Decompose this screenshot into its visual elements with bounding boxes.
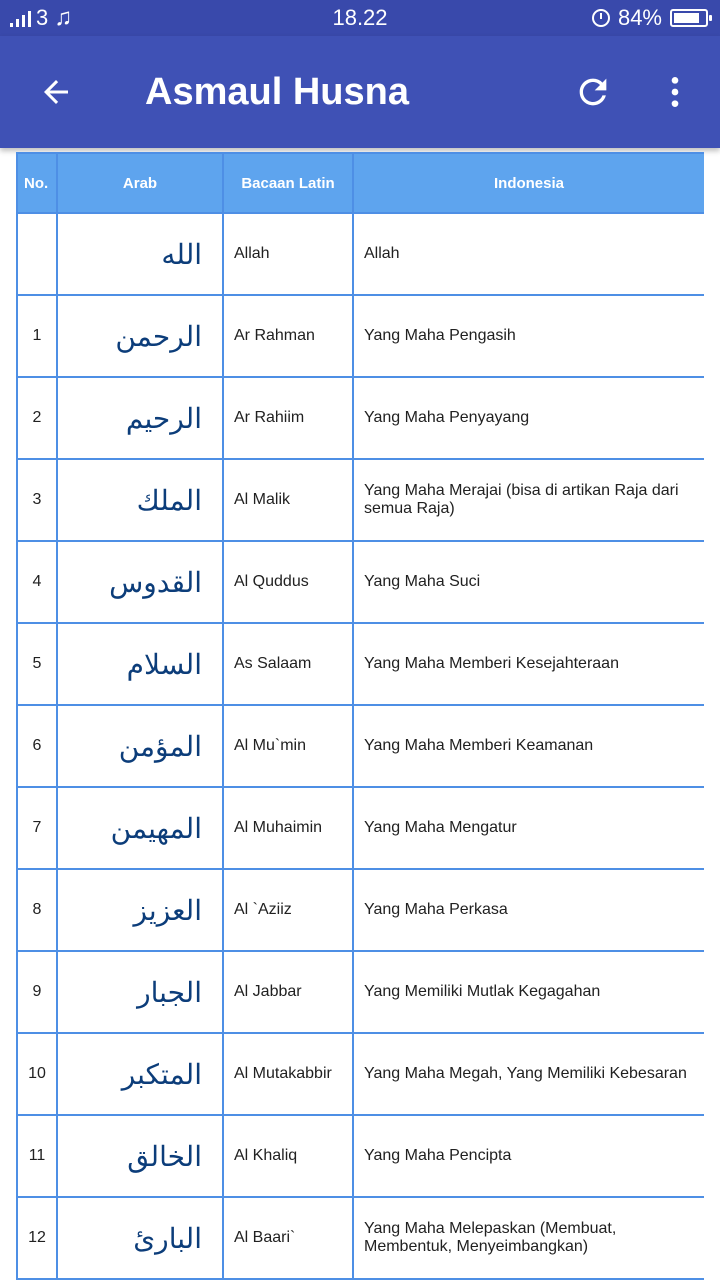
status-right: [592, 0, 708, 36]
indonesian-meaning: Yang Maha Penyayang: [353, 377, 704, 459]
indonesian-meaning: Yang Memiliki Mutlak Kegagahan: [353, 951, 704, 1033]
indonesian-meaning: Yang Maha Memberi Keamanan: [353, 705, 704, 787]
row-number: 7: [17, 787, 57, 869]
table-header-row: [17, 153, 704, 213]
row-number: 9: [17, 951, 57, 1033]
arabic-name: الرحمن: [57, 295, 223, 377]
indonesian-meaning: Yang Maha Memberi Kesejahteraan: [353, 623, 704, 705]
table-row[interactable]: [17, 459, 704, 541]
latin-reading: Ar Rahman: [223, 295, 353, 377]
indonesian-meaning: Allah: [353, 213, 704, 295]
app-bar: [0, 36, 720, 148]
indonesian-meaning: Yang Maha Mengatur: [353, 787, 704, 869]
column-header-arab: Arab: [57, 153, 223, 213]
latin-reading: Al Quddus: [223, 541, 353, 623]
column-header-indonesia: Indonesia: [353, 153, 704, 213]
table-row[interactable]: [17, 951, 704, 1033]
row-number: 11: [17, 1115, 57, 1197]
latin-reading: Ar Rahiim: [223, 377, 353, 459]
indonesian-meaning: Yang Maha Perkasa: [353, 869, 704, 951]
row-number: 3: [17, 459, 57, 541]
table-row[interactable]: [17, 213, 704, 295]
table-row[interactable]: [17, 787, 704, 869]
battery-icon: [670, 9, 708, 27]
table-row[interactable]: [17, 1033, 704, 1115]
indonesian-meaning: Yang Maha Megah, Yang Memiliki Kebesaran: [353, 1033, 704, 1115]
table-row[interactable]: [17, 541, 704, 623]
refresh-icon: [573, 72, 613, 112]
latin-reading: Al Muhaimin: [223, 787, 353, 869]
row-number: 2: [17, 377, 57, 459]
table-body: [17, 213, 704, 1279]
music-note-icon: ♫: [54, 4, 73, 31]
alarm-icon: [592, 9, 610, 27]
latin-reading: Al `Aziiz: [223, 869, 353, 951]
battery-level: [674, 13, 699, 23]
latin-reading: As Salaam: [223, 623, 353, 705]
latin-reading: Allah: [223, 213, 353, 295]
asmaul-husna-table: [16, 152, 704, 1280]
table-row[interactable]: [17, 377, 704, 459]
row-number: 1: [17, 295, 57, 377]
arabic-name: الجبار: [57, 951, 223, 1033]
latin-reading: Al Baari`: [223, 1197, 353, 1279]
latin-reading: Al Mu`min: [223, 705, 353, 787]
column-header-latin: Bacaan Latin: [223, 153, 353, 213]
battery-percent: 84%: [617, 5, 662, 30]
table-row[interactable]: [17, 869, 704, 951]
refresh-button[interactable]: [566, 62, 620, 122]
arabic-name: القدوس: [57, 541, 223, 623]
arabic-name: العزيز: [57, 869, 223, 951]
arabic-name: البارئ: [57, 1197, 223, 1279]
indonesian-meaning: Yang Maha Pencipta: [353, 1115, 704, 1197]
arrow-back-icon: [38, 74, 74, 110]
arabic-name: الخالق: [57, 1115, 223, 1197]
status-bar: [0, 0, 720, 36]
latin-reading: Al Mutakabbir: [223, 1033, 353, 1115]
row-number: [17, 213, 57, 295]
column-header-no: No.: [17, 153, 57, 213]
arabic-name: الله: [57, 213, 223, 295]
arabic-name: المؤمن: [57, 705, 223, 787]
arabic-name: السلام: [57, 623, 223, 705]
row-number: 8: [17, 869, 57, 951]
indonesian-meaning: Yang Maha Pengasih: [353, 295, 704, 377]
row-number: 5: [17, 623, 57, 705]
latin-reading: Al Malik: [223, 459, 353, 541]
arabic-name: الملك: [57, 459, 223, 541]
indonesian-meaning: Yang Maha Melepaskan (Membuat, Membentuk, Menyeimbangkan): [353, 1197, 704, 1279]
row-number: 12: [17, 1197, 57, 1279]
network-type: 3: [36, 5, 49, 30]
overflow-menu-button[interactable]: [650, 62, 700, 122]
arabic-name: المهيمن: [57, 787, 223, 869]
back-button[interactable]: [28, 62, 84, 122]
row-number: 4: [17, 541, 57, 623]
row-number: 10: [17, 1033, 57, 1115]
more-vert-icon: [655, 72, 695, 112]
asmaul-husna-table-container[interactable]: [16, 152, 704, 1280]
arabic-name: الرحيم: [57, 377, 223, 459]
table-row[interactable]: [17, 705, 704, 787]
status-time: 18.22: [332, 5, 388, 30]
indonesian-meaning: Yang Maha Merajai (bisa di artikan Raja dari semua Raja): [353, 459, 704, 541]
row-number: 6: [17, 705, 57, 787]
page-title: Asmaul Husna: [145, 71, 409, 113]
table-row[interactable]: [17, 295, 704, 377]
table-row[interactable]: [17, 1197, 704, 1279]
latin-reading: Al Jabbar: [223, 951, 353, 1033]
table-row[interactable]: [17, 1115, 704, 1197]
table-row[interactable]: [17, 623, 704, 705]
arabic-name: المتكبر: [57, 1033, 223, 1115]
indonesian-meaning: Yang Maha Suci: [353, 541, 704, 623]
latin-reading: Al Khaliq: [223, 1115, 353, 1197]
